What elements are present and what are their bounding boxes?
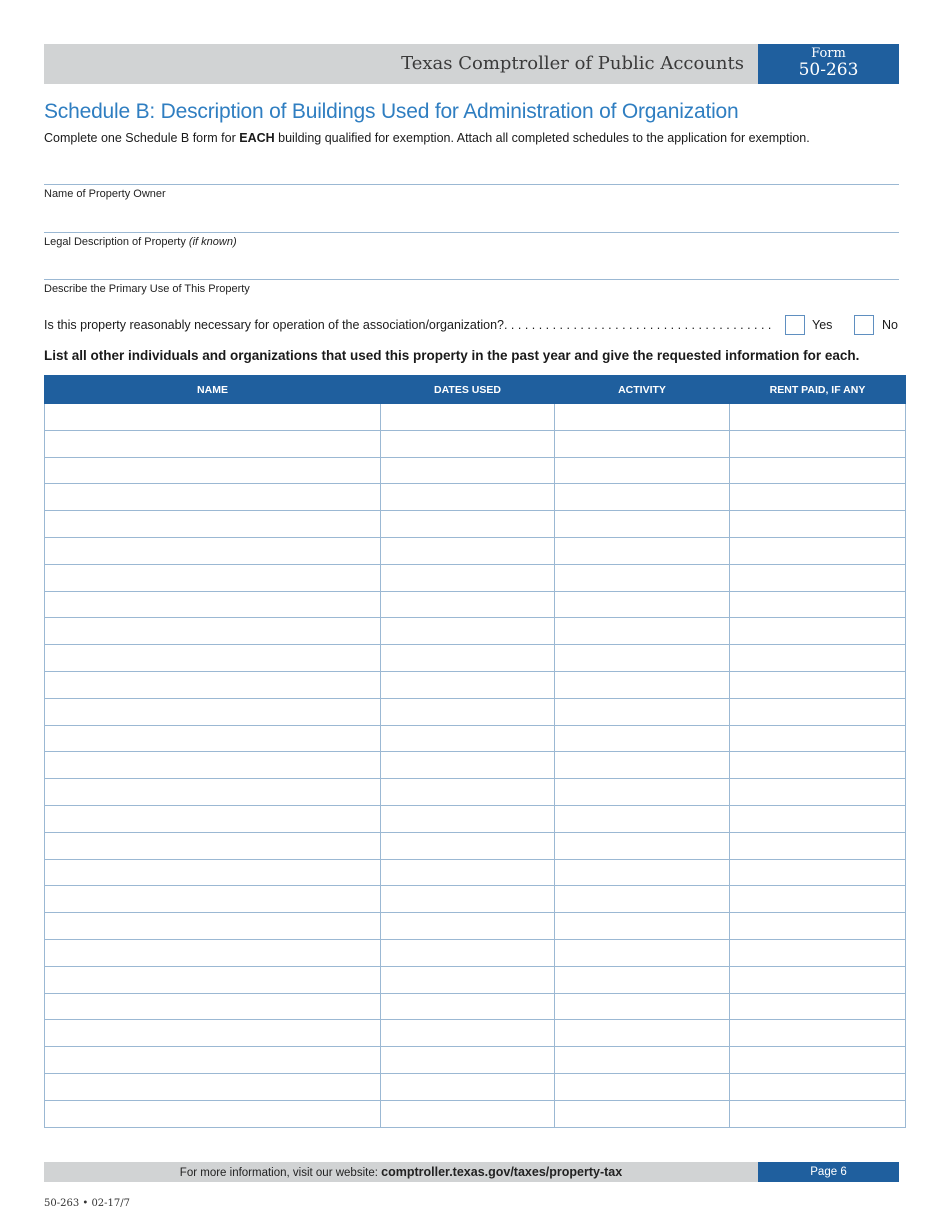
table-row [45,484,906,511]
table-cell[interactable] [381,537,555,564]
table-row [45,430,906,457]
table-cell[interactable] [730,618,906,645]
table-cell[interactable] [381,1073,555,1100]
table-row [45,618,906,645]
table-cell[interactable] [381,805,555,832]
table-row [45,725,906,752]
table-row [45,939,906,966]
table-cell[interactable] [45,537,381,564]
table-row [45,698,906,725]
table-cell[interactable] [555,1073,730,1100]
table-cell[interactable] [381,511,555,538]
no-checkbox[interactable] [854,315,874,335]
table-cell[interactable] [730,859,906,886]
table-cell[interactable] [45,1100,381,1127]
list-instruction: List all other individuals and organizations that used this property in the past year and give the requested information for each. [44,348,860,363]
table-cell[interactable] [45,832,381,859]
table-row [45,1100,906,1127]
table-cell[interactable] [555,725,730,752]
table-cell[interactable] [730,939,906,966]
table-cell[interactable] [45,484,381,511]
form-number-box [758,44,899,84]
column-activity: ACTIVITY [555,376,730,404]
table-cell[interactable] [555,457,730,484]
table-cell[interactable] [555,430,730,457]
table-cell[interactable] [381,966,555,993]
table-cell[interactable] [730,832,906,859]
table-cell[interactable] [45,913,381,940]
table-row [45,966,906,993]
table-cell[interactable] [381,564,555,591]
intro-text: Complete one Schedule B form for EACH building qualified for exemption. Attach all completed schedules to the application for exemption. [44,131,810,145]
table-cell[interactable] [381,671,555,698]
form-code: 50-263 • 02-17/7 [44,1198,131,1209]
table-cell[interactable] [45,779,381,806]
column-dates-used: DATES USED [381,376,555,404]
legal-description-label: Legal Description of Property (if known) [44,236,237,248]
table-row [45,671,906,698]
table-cell[interactable] [730,457,906,484]
table-cell[interactable] [45,1047,381,1074]
table-row [45,537,906,564]
table-cell[interactable] [555,591,730,618]
table-cell[interactable] [45,939,381,966]
table-row [45,591,906,618]
intro-emphasis: EACH [239,131,275,145]
table-cell[interactable] [45,698,381,725]
table-cell[interactable] [555,537,730,564]
table-row [45,832,906,859]
table-row [45,805,906,832]
table-cell[interactable] [730,698,906,725]
page-title: Schedule B: Description of Buildings Used for Administration of Organization [44,100,739,123]
table-cell[interactable] [555,404,730,431]
table-cell[interactable] [730,725,906,752]
agency-name: Texas Comptroller of Public Accounts [401,53,744,74]
table-cell[interactable] [45,618,381,645]
table-cell[interactable] [45,725,381,752]
primary-use-field[interactable] [44,279,899,295]
table-cell[interactable] [381,591,555,618]
table-header-row [45,376,906,404]
website-link[interactable]: comptroller.texas.gov/taxes/property-tax [381,1165,623,1179]
table-cell[interactable] [555,966,730,993]
table-row [45,859,906,886]
table-cell[interactable] [555,752,730,779]
table-cell[interactable] [555,779,730,806]
table-cell[interactable] [45,645,381,672]
table-cell[interactable] [381,779,555,806]
table-cell[interactable] [555,671,730,698]
table-cell[interactable] [555,511,730,538]
table-cell[interactable] [730,671,906,698]
property-users-table [44,375,906,1128]
table-cell[interactable] [555,1047,730,1074]
table-cell[interactable] [555,1020,730,1047]
table-cell[interactable] [381,1100,555,1127]
table-cell[interactable] [555,645,730,672]
table-cell[interactable] [730,404,906,431]
table-cell[interactable] [45,457,381,484]
table-cell[interactable] [381,618,555,645]
table-cell[interactable] [555,859,730,886]
table-cell[interactable] [730,886,906,913]
table-cell[interactable] [45,966,381,993]
table-row [45,913,906,940]
table-cell[interactable] [381,1020,555,1047]
table-cell[interactable] [381,645,555,672]
table-cell[interactable] [555,484,730,511]
table-cell[interactable] [381,886,555,913]
table-row [45,752,906,779]
table-cell[interactable] [45,404,381,431]
table-cell[interactable] [45,591,381,618]
table-row [45,1073,906,1100]
table-cell[interactable] [381,832,555,859]
table-cell[interactable] [730,564,906,591]
legal-description-field[interactable] [44,232,899,248]
primary-use-label: Describe the Primary Use of This Property [44,283,250,295]
table-cell[interactable] [730,537,906,564]
header-bar [44,44,758,84]
table-cell[interactable] [555,698,730,725]
table-row [45,511,906,538]
table-row [45,457,906,484]
table-cell[interactable] [730,993,906,1020]
table-cell[interactable] [555,805,730,832]
table-cell[interactable] [555,886,730,913]
table-row [45,886,906,913]
table-cell[interactable] [45,805,381,832]
table-cell[interactable] [45,752,381,779]
table-row [45,1047,906,1074]
table-cell[interactable] [730,511,906,538]
footer-info-text: For more information, visit our website: [179,1167,382,1179]
table-cell[interactable] [381,859,555,886]
table-cell[interactable] [730,805,906,832]
table-cell[interactable] [730,484,906,511]
table-cell[interactable] [730,1073,906,1100]
table-cell[interactable] [555,1100,730,1127]
necessity-question: Is this property reasonably necessary for operation of the association/organization?. . . . . . . . . . . . . . . . . . . . . . . . . . . . . . . . . . . . . . . [44,318,772,332]
yes-checkbox[interactable] [785,315,805,335]
table-cell[interactable] [730,1100,906,1127]
table-cell[interactable] [730,1047,906,1074]
table-cell[interactable] [381,404,555,431]
table-row [45,404,906,431]
table-cell[interactable] [555,993,730,1020]
table-row [45,564,906,591]
column-name: NAME [45,376,381,404]
table-cell[interactable] [381,1047,555,1074]
table-cell[interactable] [381,993,555,1020]
table-row [45,993,906,1020]
table-cell[interactable] [45,511,381,538]
page-number: Page 6 [758,1162,899,1182]
owner-name-field[interactable] [44,184,899,200]
table-cell[interactable] [555,564,730,591]
table-cell[interactable] [730,913,906,940]
table-cell[interactable] [730,966,906,993]
table-cell[interactable] [45,859,381,886]
table-cell[interactable] [45,1073,381,1100]
table-cell[interactable] [45,564,381,591]
table-row [45,779,906,806]
table-cell[interactable] [555,913,730,940]
table-cell[interactable] [45,993,381,1020]
table-cell[interactable] [730,591,906,618]
table-cell[interactable] [381,752,555,779]
form-label: Form [811,46,846,61]
table-cell[interactable] [381,939,555,966]
table-cell[interactable] [381,913,555,940]
column-rent-paid: RENT PAID, IF ANY [730,376,906,404]
footer-info [44,1162,758,1182]
table-row [45,645,906,672]
table-cell[interactable] [381,484,555,511]
table-cell[interactable] [555,832,730,859]
table-cell[interactable] [730,430,906,457]
table-cell[interactable] [555,618,730,645]
no-label: No [882,318,898,332]
table-cell[interactable] [381,457,555,484]
table-cell[interactable] [381,698,555,725]
table-cell[interactable] [381,725,555,752]
table-cell[interactable] [45,886,381,913]
table-cell[interactable] [45,1020,381,1047]
table-cell[interactable] [45,671,381,698]
table-cell[interactable] [381,430,555,457]
table-cell[interactable] [730,1020,906,1047]
form-number: 50-263 [798,60,859,80]
table-cell[interactable] [45,430,381,457]
table-cell[interactable] [555,939,730,966]
table-row [45,1020,906,1047]
table-cell[interactable] [730,645,906,672]
table-cell[interactable] [730,752,906,779]
yes-label: Yes [812,318,833,332]
table-cell[interactable] [730,779,906,806]
owner-name-label: Name of Property Owner [44,188,166,200]
